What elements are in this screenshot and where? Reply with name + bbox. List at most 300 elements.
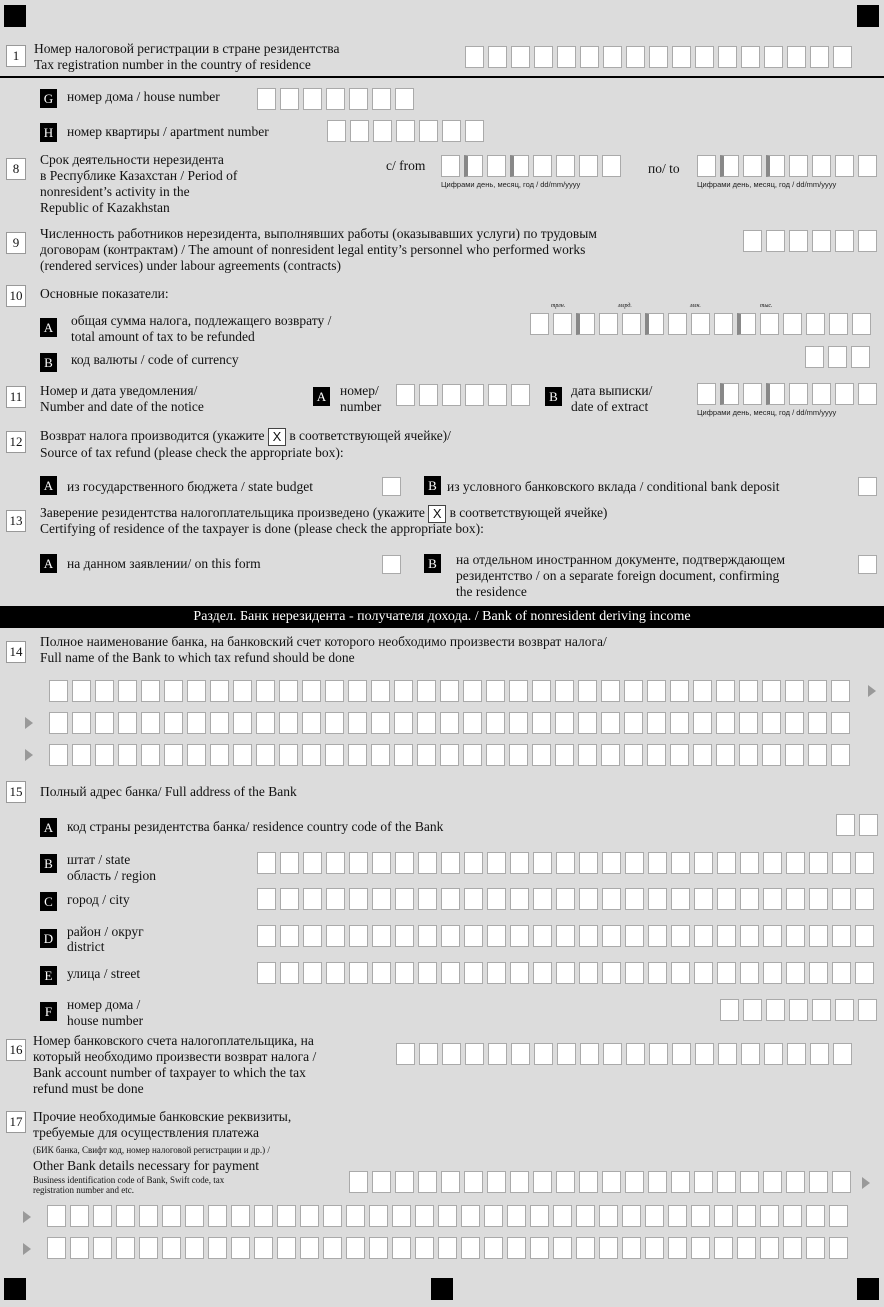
char-cell[interactable]	[233, 744, 252, 766]
char-cell[interactable]	[372, 852, 391, 874]
char-cell[interactable]	[441, 962, 460, 984]
char-cell[interactable]	[464, 925, 483, 947]
char-cell[interactable]	[510, 888, 529, 910]
char-cell[interactable]	[783, 1237, 802, 1259]
char-cell[interactable]	[346, 1237, 365, 1259]
char-cell[interactable]	[743, 230, 762, 252]
country-code-input[interactable]	[836, 814, 878, 836]
char-cell[interactable]	[831, 744, 850, 766]
char-cell[interactable]	[812, 999, 831, 1021]
char-cell[interactable]	[162, 1237, 181, 1259]
char-cell[interactable]	[326, 888, 345, 910]
char-cell[interactable]	[415, 1237, 434, 1259]
char-cell[interactable]	[599, 1205, 618, 1227]
char-cell[interactable]	[718, 46, 737, 68]
char-cell[interactable]	[210, 712, 229, 734]
char-cell[interactable]	[576, 1237, 595, 1259]
char-cell[interactable]	[695, 46, 714, 68]
char-cell[interactable]	[464, 962, 483, 984]
char-cell[interactable]	[487, 1171, 506, 1193]
char-cell[interactable]	[303, 888, 322, 910]
char-cell[interactable]	[718, 1043, 737, 1065]
char-cell[interactable]	[418, 962, 437, 984]
bank-details-input-line-3[interactable]	[47, 1237, 848, 1259]
char-cell[interactable]	[395, 88, 414, 110]
char-cell[interactable]	[326, 962, 345, 984]
char-cell[interactable]	[93, 1237, 112, 1259]
char-cell[interactable]	[141, 712, 160, 734]
char-cell[interactable]	[743, 383, 762, 405]
char-cell[interactable]	[392, 1205, 411, 1227]
char-cell[interactable]	[256, 744, 275, 766]
char-cell[interactable]	[625, 962, 644, 984]
char-cell[interactable]	[257, 852, 276, 874]
char-cell[interactable]	[557, 1043, 576, 1065]
char-cell[interactable]	[831, 712, 850, 734]
char-cell[interactable]	[740, 925, 759, 947]
char-cell[interactable]	[369, 1237, 388, 1259]
char-cell[interactable]	[300, 1237, 319, 1259]
char-cell[interactable]	[576, 1205, 595, 1227]
char-cell[interactable]	[72, 680, 91, 702]
char-cell[interactable]	[831, 680, 850, 702]
char-cell[interactable]	[694, 852, 713, 874]
char-cell[interactable]	[348, 680, 367, 702]
char-cell[interactable]	[693, 744, 712, 766]
char-cell[interactable]	[279, 712, 298, 734]
char-cell[interactable]	[741, 1043, 760, 1065]
char-cell[interactable]	[487, 962, 506, 984]
char-cell[interactable]	[693, 712, 712, 734]
char-cell[interactable]	[396, 120, 415, 142]
char-cell[interactable]	[740, 888, 759, 910]
char-cell[interactable]	[372, 88, 391, 110]
char-cell[interactable]	[349, 925, 368, 947]
char-cell[interactable]	[648, 962, 667, 984]
char-cell[interactable]	[787, 1043, 806, 1065]
char-cell[interactable]	[256, 712, 275, 734]
char-cell[interactable]	[766, 999, 785, 1021]
char-cell[interactable]	[394, 744, 413, 766]
char-cell[interactable]	[694, 925, 713, 947]
bank-name-input-line-3[interactable]	[49, 744, 850, 766]
street-input[interactable]	[257, 962, 874, 984]
char-cell[interactable]	[463, 744, 482, 766]
char-cell[interactable]	[785, 712, 804, 734]
char-cell[interactable]	[786, 888, 805, 910]
char-cell[interactable]	[371, 712, 390, 734]
char-cell[interactable]	[95, 680, 114, 702]
char-cell[interactable]	[812, 155, 831, 177]
char-cell[interactable]	[231, 1205, 250, 1227]
char-cell[interactable]	[743, 999, 762, 1021]
char-cell[interactable]	[442, 384, 461, 406]
char-cell[interactable]	[670, 744, 689, 766]
char-cell[interactable]	[556, 925, 575, 947]
char-cell[interactable]	[325, 680, 344, 702]
char-cell[interactable]	[624, 712, 643, 734]
char-cell[interactable]	[257, 888, 276, 910]
char-cell[interactable]	[555, 712, 574, 734]
char-cell[interactable]	[855, 962, 874, 984]
char-cell[interactable]	[534, 46, 553, 68]
char-cell[interactable]	[668, 1205, 687, 1227]
char-cell[interactable]	[164, 680, 183, 702]
char-cell[interactable]	[488, 384, 507, 406]
char-cell[interactable]	[697, 155, 716, 177]
char-cell[interactable]	[534, 1043, 553, 1065]
char-cell[interactable]	[302, 712, 321, 734]
char-cell[interactable]	[348, 712, 367, 734]
char-cell[interactable]	[349, 1171, 368, 1193]
char-cell[interactable]	[279, 680, 298, 702]
char-cell[interactable]	[717, 852, 736, 874]
char-cell[interactable]	[325, 712, 344, 734]
char-cell[interactable]	[303, 88, 322, 110]
char-cell[interactable]	[578, 744, 597, 766]
char-cell[interactable]	[441, 155, 460, 177]
char-cell[interactable]	[487, 888, 506, 910]
char-cell[interactable]	[486, 680, 505, 702]
char-cell[interactable]	[648, 1171, 667, 1193]
char-cell[interactable]	[530, 1237, 549, 1259]
char-cell[interactable]	[187, 744, 206, 766]
state-budget-checkbox[interactable]	[382, 477, 401, 496]
char-cell[interactable]	[557, 46, 576, 68]
char-cell[interactable]	[648, 852, 667, 874]
char-cell[interactable]	[511, 384, 530, 406]
char-cell[interactable]	[93, 1205, 112, 1227]
char-cell[interactable]	[509, 712, 528, 734]
char-cell[interactable]	[691, 1237, 710, 1259]
char-cell[interactable]	[509, 744, 528, 766]
char-cell[interactable]	[832, 962, 851, 984]
char-cell[interactable]	[625, 852, 644, 874]
char-cell[interactable]	[418, 888, 437, 910]
char-cell[interactable]	[832, 925, 851, 947]
char-cell[interactable]	[786, 925, 805, 947]
char-cell[interactable]	[396, 384, 415, 406]
char-cell[interactable]	[185, 1205, 204, 1227]
char-cell[interactable]	[350, 120, 369, 142]
char-cell[interactable]	[327, 120, 346, 142]
char-cell[interactable]	[783, 1205, 802, 1227]
char-cell[interactable]	[349, 852, 368, 874]
char-cell[interactable]	[832, 852, 851, 874]
char-cell[interactable]	[488, 1043, 507, 1065]
char-cell[interactable]	[786, 962, 805, 984]
char-cell[interactable]	[440, 712, 459, 734]
char-cell[interactable]	[441, 852, 460, 874]
char-cell[interactable]	[762, 680, 781, 702]
char-cell[interactable]	[717, 1171, 736, 1193]
char-cell[interactable]	[139, 1205, 158, 1227]
char-cell[interactable]	[809, 925, 828, 947]
char-cell[interactable]	[463, 712, 482, 734]
notice-number-input[interactable]	[396, 384, 530, 406]
char-cell[interactable]	[532, 680, 551, 702]
char-cell[interactable]	[855, 925, 874, 947]
char-cell[interactable]	[737, 1237, 756, 1259]
char-cell[interactable]	[580, 46, 599, 68]
region-input[interactable]	[257, 852, 874, 874]
char-cell[interactable]	[141, 680, 160, 702]
char-cell[interactable]	[208, 1237, 227, 1259]
char-cell[interactable]	[440, 744, 459, 766]
char-cell[interactable]	[257, 962, 276, 984]
char-cell[interactable]	[828, 346, 847, 368]
char-cell[interactable]	[835, 155, 854, 177]
extract-date-input[interactable]	[697, 383, 877, 405]
char-cell[interactable]	[185, 1237, 204, 1259]
char-cell[interactable]	[602, 925, 621, 947]
char-cell[interactable]	[760, 1205, 779, 1227]
char-cell[interactable]	[487, 155, 506, 177]
char-cell[interactable]	[231, 1237, 250, 1259]
char-cell[interactable]	[419, 1043, 438, 1065]
char-cell[interactable]	[372, 888, 391, 910]
char-cell[interactable]	[486, 744, 505, 766]
char-cell[interactable]	[763, 852, 782, 874]
char-cell[interactable]	[396, 1043, 415, 1065]
char-cell[interactable]	[349, 88, 368, 110]
char-cell[interactable]	[647, 680, 666, 702]
char-cell[interactable]	[786, 1171, 805, 1193]
char-cell[interactable]	[579, 155, 598, 177]
char-cell[interactable]	[162, 1205, 181, 1227]
char-cell[interactable]	[836, 814, 855, 836]
char-cell[interactable]	[233, 712, 252, 734]
char-cell[interactable]	[233, 680, 252, 702]
char-cell[interactable]	[49, 712, 68, 734]
char-cell[interactable]	[277, 1237, 296, 1259]
char-cell[interactable]	[464, 888, 483, 910]
char-cell[interactable]	[325, 744, 344, 766]
char-cell[interactable]	[371, 744, 390, 766]
char-cell[interactable]	[392, 1237, 411, 1259]
char-cell[interactable]	[720, 999, 739, 1021]
char-cell[interactable]	[835, 230, 854, 252]
char-cell[interactable]	[72, 744, 91, 766]
char-cell[interactable]	[464, 1171, 483, 1193]
char-cell[interactable]	[323, 1237, 342, 1259]
char-cell[interactable]	[461, 1237, 480, 1259]
house-number-input[interactable]	[257, 88, 414, 110]
char-cell[interactable]	[533, 962, 552, 984]
char-cell[interactable]	[714, 313, 733, 335]
char-cell[interactable]	[441, 1171, 460, 1193]
char-cell[interactable]	[740, 852, 759, 874]
char-cell[interactable]	[256, 680, 275, 702]
char-cell[interactable]	[118, 680, 137, 702]
char-cell[interactable]	[858, 230, 877, 252]
char-cell[interactable]	[762, 744, 781, 766]
char-cell[interactable]	[601, 744, 620, 766]
char-cell[interactable]	[764, 1043, 783, 1065]
char-cell[interactable]	[210, 744, 229, 766]
char-cell[interactable]	[464, 852, 483, 874]
char-cell[interactable]	[509, 680, 528, 702]
char-cell[interactable]	[717, 925, 736, 947]
char-cell[interactable]	[622, 1237, 641, 1259]
char-cell[interactable]	[510, 852, 529, 874]
char-cell[interactable]	[740, 1171, 759, 1193]
char-cell[interactable]	[303, 852, 322, 874]
char-cell[interactable]	[326, 925, 345, 947]
char-cell[interactable]	[603, 1043, 622, 1065]
char-cell[interactable]	[116, 1237, 135, 1259]
char-cell[interactable]	[714, 1237, 733, 1259]
char-cell[interactable]	[326, 852, 345, 874]
char-cell[interactable]	[602, 1171, 621, 1193]
char-cell[interactable]	[465, 46, 484, 68]
char-cell[interactable]	[763, 1171, 782, 1193]
char-cell[interactable]	[277, 1205, 296, 1227]
char-cell[interactable]	[625, 925, 644, 947]
char-cell[interactable]	[530, 313, 549, 335]
char-cell[interactable]	[118, 712, 137, 734]
char-cell[interactable]	[555, 680, 574, 702]
char-cell[interactable]	[510, 925, 529, 947]
char-cell[interactable]	[832, 888, 851, 910]
char-cell[interactable]	[187, 712, 206, 734]
char-cell[interactable]	[809, 962, 828, 984]
char-cell[interactable]	[694, 962, 713, 984]
char-cell[interactable]	[829, 313, 848, 335]
tax-registration-number-input[interactable]	[465, 46, 852, 68]
char-cell[interactable]	[484, 1205, 503, 1227]
char-cell[interactable]	[720, 383, 739, 405]
char-cell[interactable]	[302, 744, 321, 766]
char-cell[interactable]	[649, 1043, 668, 1065]
char-cell[interactable]	[440, 680, 459, 702]
char-cell[interactable]	[533, 155, 552, 177]
char-cell[interactable]	[672, 46, 691, 68]
char-cell[interactable]	[556, 888, 575, 910]
char-cell[interactable]	[739, 744, 758, 766]
char-cell[interactable]	[511, 1043, 530, 1065]
char-cell[interactable]	[763, 888, 782, 910]
char-cell[interactable]	[602, 962, 621, 984]
char-cell[interactable]	[601, 680, 620, 702]
char-cell[interactable]	[645, 313, 664, 335]
char-cell[interactable]	[533, 925, 552, 947]
char-cell[interactable]	[532, 744, 551, 766]
char-cell[interactable]	[141, 744, 160, 766]
char-cell[interactable]	[858, 999, 877, 1021]
char-cell[interactable]	[647, 712, 666, 734]
char-cell[interactable]	[419, 120, 438, 142]
char-cell[interactable]	[739, 712, 758, 734]
char-cell[interactable]	[372, 1171, 391, 1193]
char-cell[interactable]	[579, 925, 598, 947]
char-cell[interactable]	[441, 888, 460, 910]
char-cell[interactable]	[326, 88, 345, 110]
char-cell[interactable]	[579, 962, 598, 984]
char-cell[interactable]	[670, 680, 689, 702]
char-cell[interactable]	[599, 313, 618, 335]
char-cell[interactable]	[739, 680, 758, 702]
char-cell[interactable]	[671, 925, 690, 947]
char-cell[interactable]	[602, 888, 621, 910]
char-cell[interactable]	[789, 383, 808, 405]
char-cell[interactable]	[671, 962, 690, 984]
char-cell[interactable]	[835, 999, 854, 1021]
char-cell[interactable]	[394, 712, 413, 734]
char-cell[interactable]	[716, 680, 735, 702]
char-cell[interactable]	[116, 1205, 135, 1227]
char-cell[interactable]	[694, 888, 713, 910]
char-cell[interactable]	[553, 1237, 572, 1259]
char-cell[interactable]	[510, 155, 529, 177]
char-cell[interactable]	[49, 744, 68, 766]
char-cell[interactable]	[465, 1043, 484, 1065]
char-cell[interactable]	[855, 888, 874, 910]
char-cell[interactable]	[280, 852, 299, 874]
char-cell[interactable]	[855, 852, 874, 874]
char-cell[interactable]	[371, 680, 390, 702]
on-this-form-checkbox[interactable]	[382, 555, 401, 574]
char-cell[interactable]	[553, 1205, 572, 1227]
char-cell[interactable]	[487, 925, 506, 947]
char-cell[interactable]	[511, 46, 530, 68]
char-cell[interactable]	[806, 313, 825, 335]
char-cell[interactable]	[809, 1171, 828, 1193]
char-cell[interactable]	[257, 925, 276, 947]
char-cell[interactable]	[556, 155, 575, 177]
char-cell[interactable]	[441, 925, 460, 947]
char-cell[interactable]	[95, 744, 114, 766]
currency-code-input[interactable]	[805, 346, 870, 368]
char-cell[interactable]	[346, 1205, 365, 1227]
char-cell[interactable]	[720, 155, 739, 177]
char-cell[interactable]	[580, 1043, 599, 1065]
char-cell[interactable]	[625, 1171, 644, 1193]
char-cell[interactable]	[208, 1205, 227, 1227]
char-cell[interactable]	[507, 1205, 526, 1227]
char-cell[interactable]	[280, 888, 299, 910]
char-cell[interactable]	[576, 313, 595, 335]
char-cell[interactable]	[601, 712, 620, 734]
char-cell[interactable]	[766, 230, 785, 252]
char-cell[interactable]	[645, 1205, 664, 1227]
char-cell[interactable]	[187, 680, 206, 702]
char-cell[interactable]	[47, 1205, 66, 1227]
char-cell[interactable]	[395, 852, 414, 874]
bank-deposit-checkbox[interactable]	[858, 477, 877, 496]
char-cell[interactable]	[647, 744, 666, 766]
char-cell[interactable]	[533, 852, 552, 874]
char-cell[interactable]	[254, 1205, 273, 1227]
char-cell[interactable]	[716, 744, 735, 766]
char-cell[interactable]	[789, 155, 808, 177]
char-cell[interactable]	[624, 744, 643, 766]
char-cell[interactable]	[510, 962, 529, 984]
char-cell[interactable]	[626, 1043, 645, 1065]
char-cell[interactable]	[369, 1205, 388, 1227]
char-cell[interactable]	[624, 680, 643, 702]
char-cell[interactable]	[487, 852, 506, 874]
char-cell[interactable]	[671, 852, 690, 874]
bank-details-input-line-2[interactable]	[47, 1205, 848, 1227]
bank-name-input-line-1[interactable]	[49, 680, 850, 702]
char-cell[interactable]	[766, 155, 785, 177]
char-cell[interactable]	[670, 712, 689, 734]
char-cell[interactable]	[741, 46, 760, 68]
char-cell[interactable]	[806, 1205, 825, 1227]
period-from-date-input[interactable]	[441, 155, 621, 177]
char-cell[interactable]	[303, 962, 322, 984]
